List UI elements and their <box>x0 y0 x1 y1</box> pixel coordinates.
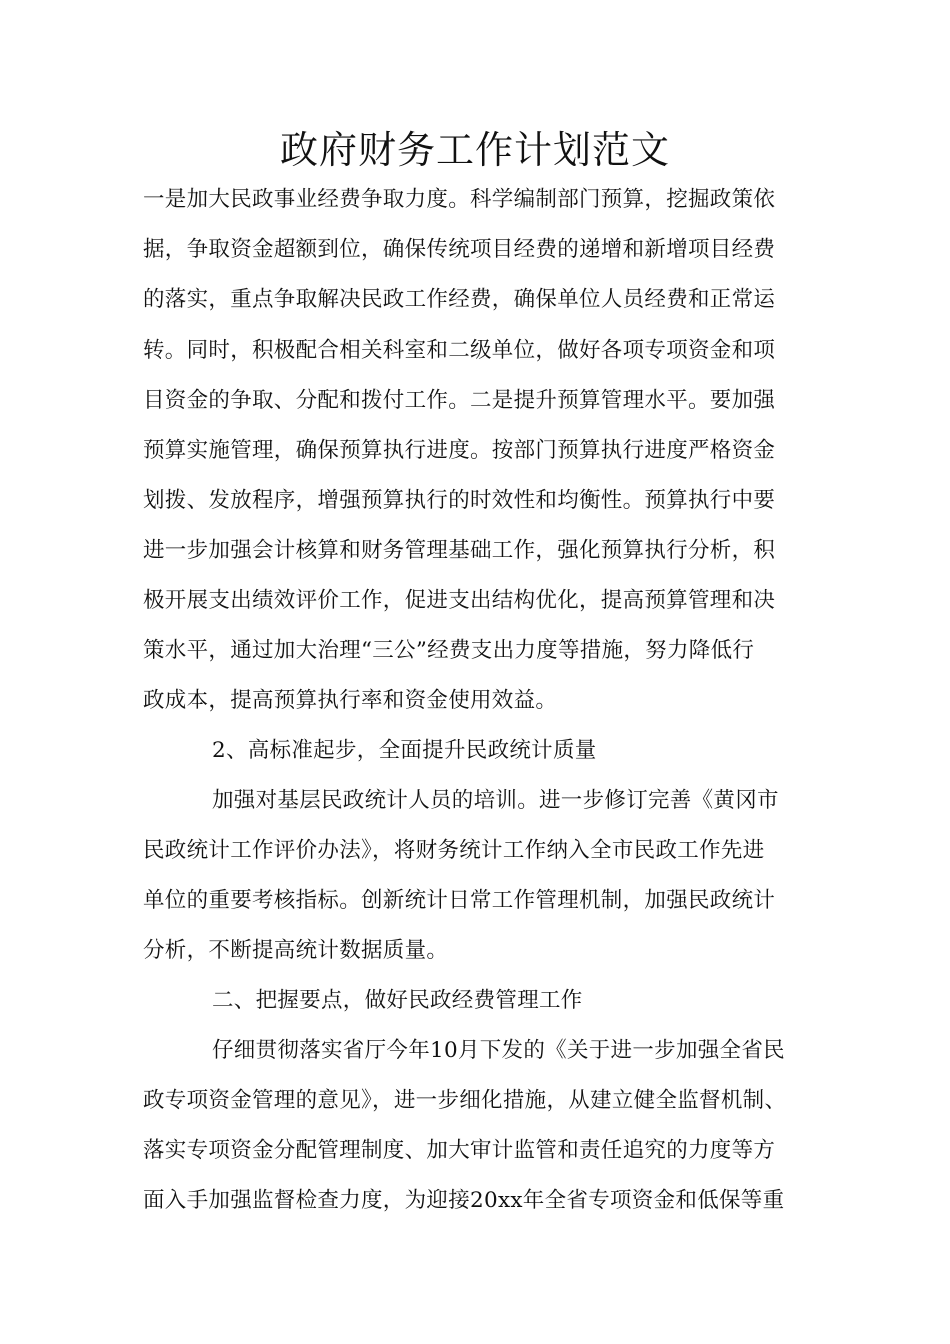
paragraph-line: 策水平，通过加大治理“三公”经费支出力度等措施，努力降低行 <box>143 638 755 663</box>
paragraph-line: 仔细贯彻落实省厅今年10月下发的《关于进一步加强全省民 <box>212 1038 785 1063</box>
section-heading: 2、高标准起步，全面提升民政统计质量 <box>212 738 597 763</box>
paragraph-line: 落实专项资金分配管理制度、加大审计监管和责任追究的力度等方 <box>143 1138 776 1163</box>
paragraph-line: 面入手加强监督检查力度，为迎接20xx年全省专项资金和低保等重 <box>143 1188 785 1213</box>
paragraph-line: 转。同时，积极配合相关科室和二级单位，做好各项专项资金和项 <box>143 338 776 363</box>
paragraph-line: 极开展支出绩效评价工作，促进支出结构优化，提高预算管理和决 <box>143 588 776 613</box>
paragraph-line: 政成本，提高预算执行率和资金使用效益。 <box>143 688 558 713</box>
paragraph-line: 政专项资金管理的意见》，进一步细化措施，从建立健全监督机制、 <box>143 1088 787 1113</box>
paragraph-line: 单位的重要考核指标。创新统计日常工作管理机制，加强民政统计 <box>143 888 776 913</box>
paragraph-line: 分析，不断提高统计数据质量。 <box>143 938 449 963</box>
paragraph-line: 的落实，重点争取解决民政工作经费，确保单位人员经费和正常运 <box>143 287 776 312</box>
paragraph-line: 目资金的争取、分配和拨付工作。二是提升预算管理水平。要加强 <box>143 388 776 413</box>
section-heading: 二、把握要点，做好民政经费管理工作 <box>212 988 583 1013</box>
paragraph-line: 预算实施管理，确保预算执行进度。按部门预算执行进度严格资金 <box>143 438 776 463</box>
document-title: 政府财务工作计划范文 <box>279 128 670 172</box>
paragraph-line: 一是加大民政事业经费争取力度。科学编制部门预算，挖掘政策依 <box>143 187 776 212</box>
paragraph-line: 加强对基层民政统计人员的培训。进一步修订完善《黄冈市 <box>212 788 779 813</box>
paragraph-line: 划拨、发放程序，增强预算执行的时效性和均衡性。预算执行中要 <box>143 488 776 513</box>
paragraph-line: 民政统计工作评价办法》，将财务统计工作纳入全市民政工作先进 <box>143 838 765 863</box>
paragraph-line: 据，争取资金超额到位，确保传统项目经费的递增和新增项目经费 <box>143 237 776 262</box>
paragraph-line: 进一步加强会计核算和财务管理基础工作，强化预算执行分析，积 <box>143 538 776 563</box>
